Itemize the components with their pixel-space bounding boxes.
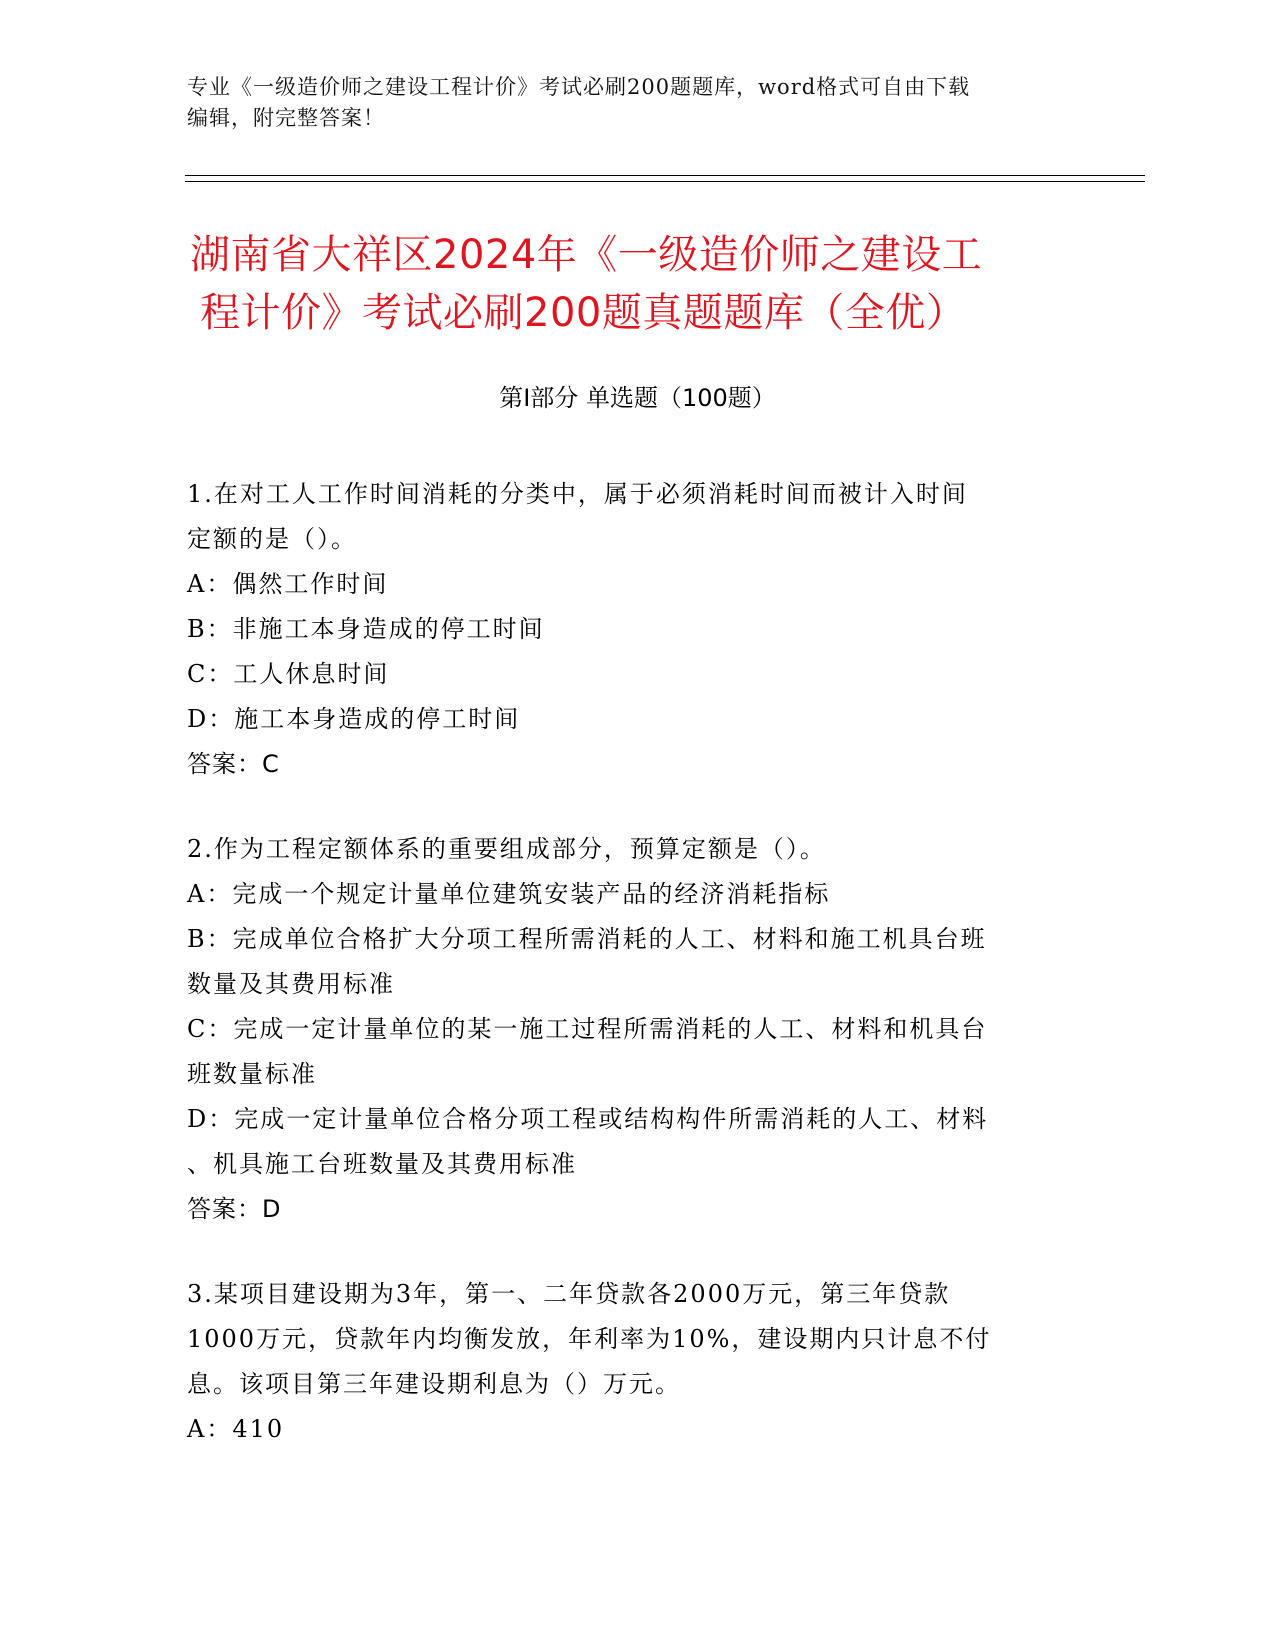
header-divider <box>185 175 1145 176</box>
answer-line: 答案：C <box>187 750 280 778</box>
question-block <box>187 1272 1087 1452</box>
header-note <box>187 72 1087 134</box>
question-stem-line: 定额的是（）。 <box>187 525 357 553</box>
title-line: 程计价》考试必刷200题真题题库（全优） <box>200 290 967 336</box>
header-divider <box>185 181 1145 182</box>
page-title <box>190 226 1090 342</box>
option-line: B：非施工本身造成的停工时间 <box>187 615 545 643</box>
header-note-line: 编辑，附完整答案！ <box>187 106 385 130</box>
question-stem-line: 3.某项目建设期为3年，第一、二年贷款各2000万元，第三年贷款 <box>187 1280 951 1308</box>
header-note-line: 专业《一级造价师之建设工程计价》考试必刷200题题库，word格式可自由下载 <box>187 75 971 99</box>
option-line: D：施工本身造成的停工时间 <box>187 705 521 733</box>
option-line: 数量及其费用标准 <box>187 970 395 998</box>
title-line: 湖南省大祥区2024年《一级造价师之建设工 <box>190 232 983 278</box>
option-line: 班数量标准 <box>187 1060 317 1088</box>
option-line: B：完成单位合格扩大分项工程所需消耗的人工、材料和施工机具台班 <box>187 925 987 953</box>
option-line: 、机具施工台班数量及其费用标准 <box>187 1150 577 1178</box>
question-stem-line: 1000万元，贷款年内均衡发放，年利率为10%，建设期内只计息不付 <box>187 1325 992 1353</box>
option-line: C：完成一定计量单位的某一施工过程所需消耗的人工、材料和机具台 <box>187 1015 988 1043</box>
question-list <box>187 472 1087 1492</box>
question-stem-line: 2.作为工程定额体系的重要组成部分，预算定额是（）。 <box>187 835 826 863</box>
option-line: C：工人休息时间 <box>187 660 390 688</box>
section-heading: 第Ⅰ部分 单选题（100题） <box>499 384 776 412</box>
question-block <box>187 827 1087 1232</box>
question-stem-line: 息。该项目第三年建设期利息为（）万元。 <box>187 1370 681 1398</box>
question-stem-line: 1.在对工人工作时间消耗的分类中，属于必须消耗时间而被计入时间 <box>187 480 968 508</box>
option-line: A：偶然工作时间 <box>187 570 389 598</box>
question-block <box>187 472 1087 787</box>
option-line: D：完成一定计量单位合格分项工程或结构构件所需消耗的人工、材料 <box>187 1105 989 1133</box>
option-line: A：完成一个规定计量单位建筑安装产品的经济消耗指标 <box>187 880 831 908</box>
option-line: A：410 <box>187 1415 285 1443</box>
answer-line: 答案：D <box>187 1195 282 1223</box>
